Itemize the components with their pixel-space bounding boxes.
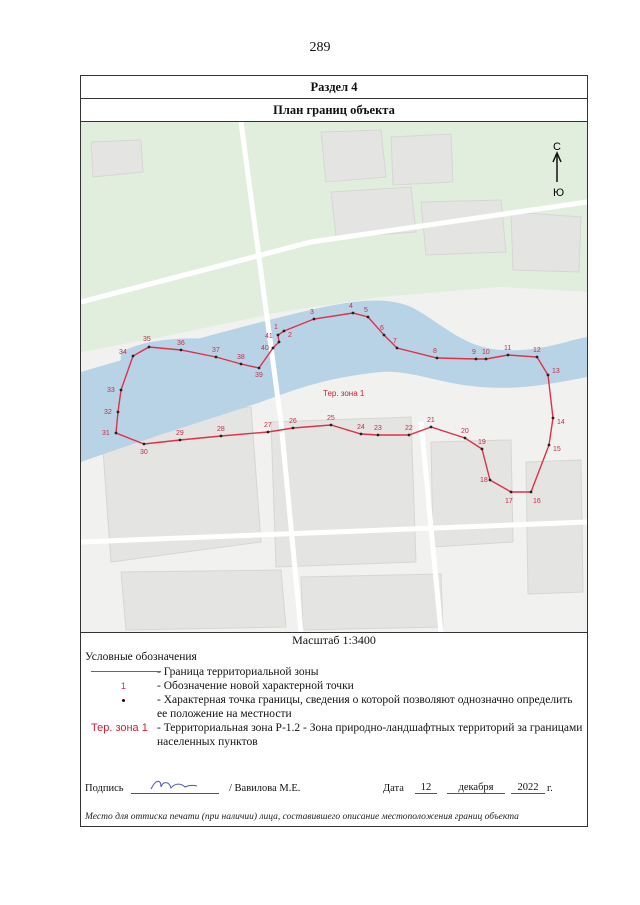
zone-label: Тер. зона 1: [323, 389, 365, 398]
point-number-symbol: 1: [121, 681, 127, 691]
date-day: 12: [415, 782, 437, 794]
boundary-point: [360, 433, 363, 436]
legend-title: Условные обозначения: [85, 651, 197, 663]
boundary-point: [475, 358, 478, 361]
boundary-point-label: 4: [349, 303, 353, 310]
boundary-point: [148, 346, 151, 349]
legend-item-char-point: [85, 693, 585, 721]
boundary-point-label: 23: [374, 425, 382, 432]
legend-item-new-point: [85, 679, 585, 693]
boundary-point-label: 20: [461, 428, 469, 435]
boundary-point-label: 9: [472, 349, 476, 356]
boundary-map: [81, 122, 587, 633]
boundary-point-label: 7: [393, 338, 397, 345]
boundary-point-label: 1: [274, 324, 278, 331]
boundary-point-label: 12: [533, 347, 541, 354]
boundary-point: [536, 356, 539, 359]
scale-label: Масштаб 1:3400: [292, 633, 376, 647]
boundary-point: [278, 341, 281, 344]
boundary-point: [552, 417, 555, 420]
boundary-point: [530, 491, 533, 494]
boundary-point-label: 22: [405, 425, 413, 432]
boundary-point-label: 26: [289, 418, 297, 425]
boundary-point: [272, 347, 275, 350]
boundary-point: [464, 437, 467, 440]
boundary-point: [396, 347, 399, 350]
boundary-point-label: 30: [140, 449, 148, 456]
boundary-point: [120, 389, 123, 392]
signer-name: / Вавилова М.Е.: [229, 783, 301, 794]
boundary-point: [367, 316, 370, 319]
boundary-point-label: 17: [505, 498, 513, 505]
boundary-point: [179, 439, 182, 442]
legend-text: - Обозначение новой характерной точки: [157, 680, 354, 692]
boundary-point: [430, 426, 433, 429]
compass-north: С: [553, 141, 561, 153]
signature-row: [85, 776, 585, 794]
boundary-point: [547, 374, 550, 377]
boundary-point: [292, 427, 295, 430]
date-month: декабря: [447, 782, 505, 794]
boundary-point: [485, 358, 488, 361]
boundary-point: [489, 479, 492, 482]
legend: [85, 650, 585, 749]
compass-south: Ю: [553, 187, 565, 199]
boundary-point-label: 27: [264, 422, 272, 429]
legend-item-boundary: [85, 665, 585, 679]
boundary-point: [408, 434, 411, 437]
boundary-point: [330, 424, 333, 427]
signature-scribble: [131, 777, 219, 793]
boundary-point: [132, 355, 135, 358]
boundary-point-label: 40: [261, 345, 269, 352]
boundary-point-label: 2: [288, 332, 292, 339]
boundary-point-label: 32: [104, 409, 112, 416]
boundary-point: [481, 448, 484, 451]
boundary-point: [117, 411, 120, 414]
boundary-point-label: 28: [217, 426, 225, 433]
boundary-point-label: 25: [327, 415, 335, 422]
boundary-point: [383, 334, 386, 337]
plan-title: План границ объекта: [81, 99, 587, 122]
boundary-point: [283, 330, 286, 333]
boundary-point-label: 3: [310, 309, 314, 316]
boundary-point-label: 36: [177, 340, 185, 347]
boundary-point-label: 11: [504, 345, 512, 352]
boundary-point-label: 39: [255, 372, 263, 379]
section-title: Раздел 4: [81, 76, 587, 99]
boundary-point: [277, 334, 280, 337]
boundary-point: [115, 432, 118, 435]
date-year-suffix: г.: [547, 783, 553, 794]
boundary-point: [267, 431, 270, 434]
boundary-point: [313, 318, 316, 321]
legend-text: - Граница территориальной зоны: [157, 666, 319, 678]
boundary-point-label: 18: [480, 477, 488, 484]
legend-text: - Характерная точка границы, сведения о которой позволяют однозначно определить ее положение на местности: [157, 694, 573, 720]
boundary-point: [240, 363, 243, 366]
signature-line: [131, 777, 219, 794]
boundary-point-label: 34: [119, 349, 127, 356]
page-number: 289: [309, 40, 331, 55]
boundary-point: [258, 367, 261, 370]
boundary-point: [180, 349, 183, 352]
legend-item-zone: [85, 721, 585, 749]
zone-symbol: Тер. зона 1: [91, 722, 148, 734]
boundary-point-label: 31: [102, 430, 110, 437]
point-dot-symbol: [85, 693, 153, 707]
boundary-point: [377, 434, 380, 437]
boundary-point-label: 41: [265, 333, 273, 340]
boundary-line-symbol: [85, 665, 153, 679]
boundary-point-label: 8: [433, 348, 437, 355]
stamp-note: Место для оттиска печати (при наличии) лица, составившего описание местоположения границ объекта: [85, 812, 519, 822]
document-frame: [80, 75, 588, 827]
date-label: Дата: [383, 783, 404, 794]
boundary-point-label: 10: [482, 349, 490, 356]
boundary-point: [143, 443, 146, 446]
boundary-point-label: 16: [533, 498, 541, 505]
boundary-point-label: 15: [553, 446, 561, 453]
boundary-point-label: 5: [364, 307, 368, 314]
boundary-point: [352, 312, 355, 315]
boundary-point: [436, 357, 439, 360]
map-canvas: [81, 122, 587, 632]
boundary-point-label: 6: [380, 325, 384, 332]
boundary-point: [507, 354, 510, 357]
boundary-point-label: 38: [237, 354, 245, 361]
boundary-point-label: 37: [212, 347, 220, 354]
boundary-point-label: 13: [552, 368, 560, 375]
boundary-point-label: 21: [427, 417, 435, 424]
signature-label: Подпись: [85, 783, 124, 794]
boundary-point-label: 14: [557, 419, 565, 426]
boundary-point: [220, 435, 223, 438]
boundary-point-label: 29: [176, 430, 184, 437]
boundary-point: [510, 491, 513, 494]
boundary-point-label: 24: [357, 424, 365, 431]
boundary-point-label: 19: [478, 439, 486, 446]
date-year: 2022: [511, 782, 545, 794]
boundary-point: [215, 356, 218, 359]
boundary-point-label: 35: [143, 336, 151, 343]
boundary-point-label: 33: [107, 387, 115, 394]
legend-text: - Территориальная зона Р-1.2 - Зона природно-ландшафтных территорий за границами населенных пунктов: [157, 722, 583, 748]
boundary-point: [548, 444, 551, 447]
